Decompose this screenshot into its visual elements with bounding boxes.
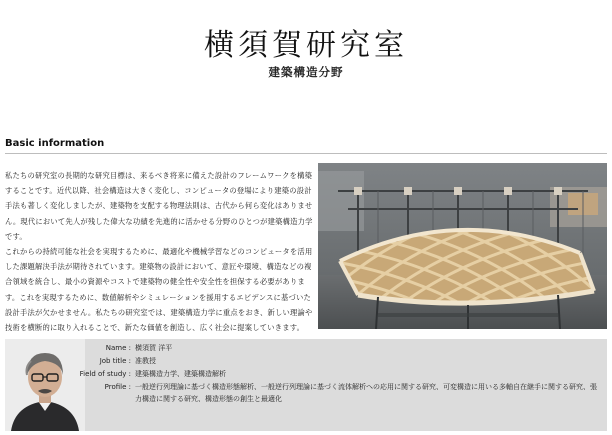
profile-row-profile: [5, 382, 607, 408]
profile-row-job: [5, 356, 607, 367]
profile-row-field: [5, 369, 607, 380]
gridshell-model-photo: [318, 163, 607, 329]
lab-title: 横須賀研究室: [204, 28, 408, 63]
name-value: 横須賀 洋平: [135, 344, 173, 352]
description-paragraph-1: 私たちの研究室の長期的な研究目標は、来るべき将来に備えた設計のフレームワークを構築することです。近代以降、社会構造は大きく変化し、コンピュータの登場により建築の設計手法も著しく変化しましたが、建築物を支配する物理法則は、古代から何ら変化はありません。現代において先人が残した偉大な功績を先進的に活かせる分野のひとつが建築構造力学です。: [5, 171, 313, 241]
job-title-value: 准教授: [135, 357, 156, 365]
section-divider: [5, 153, 607, 154]
lab-subtitle: 建築構造分野: [268, 65, 344, 79]
page-header: [0, 0, 612, 110]
research-description: [5, 168, 313, 335]
job-title-label: Job title :: [99, 357, 131, 365]
profile-row-name: [5, 343, 607, 354]
profile-value: 一般逆行列理論に基づく構造形態解析、一般逆行列理論に基づく流体解析への応用に関する研究、可変構造に用いる多軸自在継手に関する研究、張力構造に関する研究、構造形態の創生と最適化: [135, 383, 597, 403]
field-of-study-value: 建築構造力学、建築構造解析: [135, 370, 226, 378]
profile-panel: [5, 339, 607, 431]
name-label: Name :: [105, 344, 131, 352]
gridshell-model-illustration: [318, 163, 607, 329]
section-heading: Basic information: [5, 138, 105, 149]
description-paragraph-2: これからの持続可能な社会を実現するために、最適化や機械学習などのコンピュータを活用した課題解決手法が期待されています。建築物の設計において、意匠や環境、構造などの複合領域を統合し、最小の資源やコストで建築物の健全性や安全性を担保する必要があります。これを実現するために、数値解析やシミュレーションを援用するエビデンスに基づいた設計手法が欠かせません。私たちの研究室では、建築構造力学に重点をおき、新しい理論や技術を横断的に取り入れることで、新たな価値を創造し、広く社会に提案していきます。: [5, 247, 313, 333]
field-of-study-label: Field of study :: [79, 370, 131, 378]
profile-label: Profile :: [104, 383, 131, 391]
